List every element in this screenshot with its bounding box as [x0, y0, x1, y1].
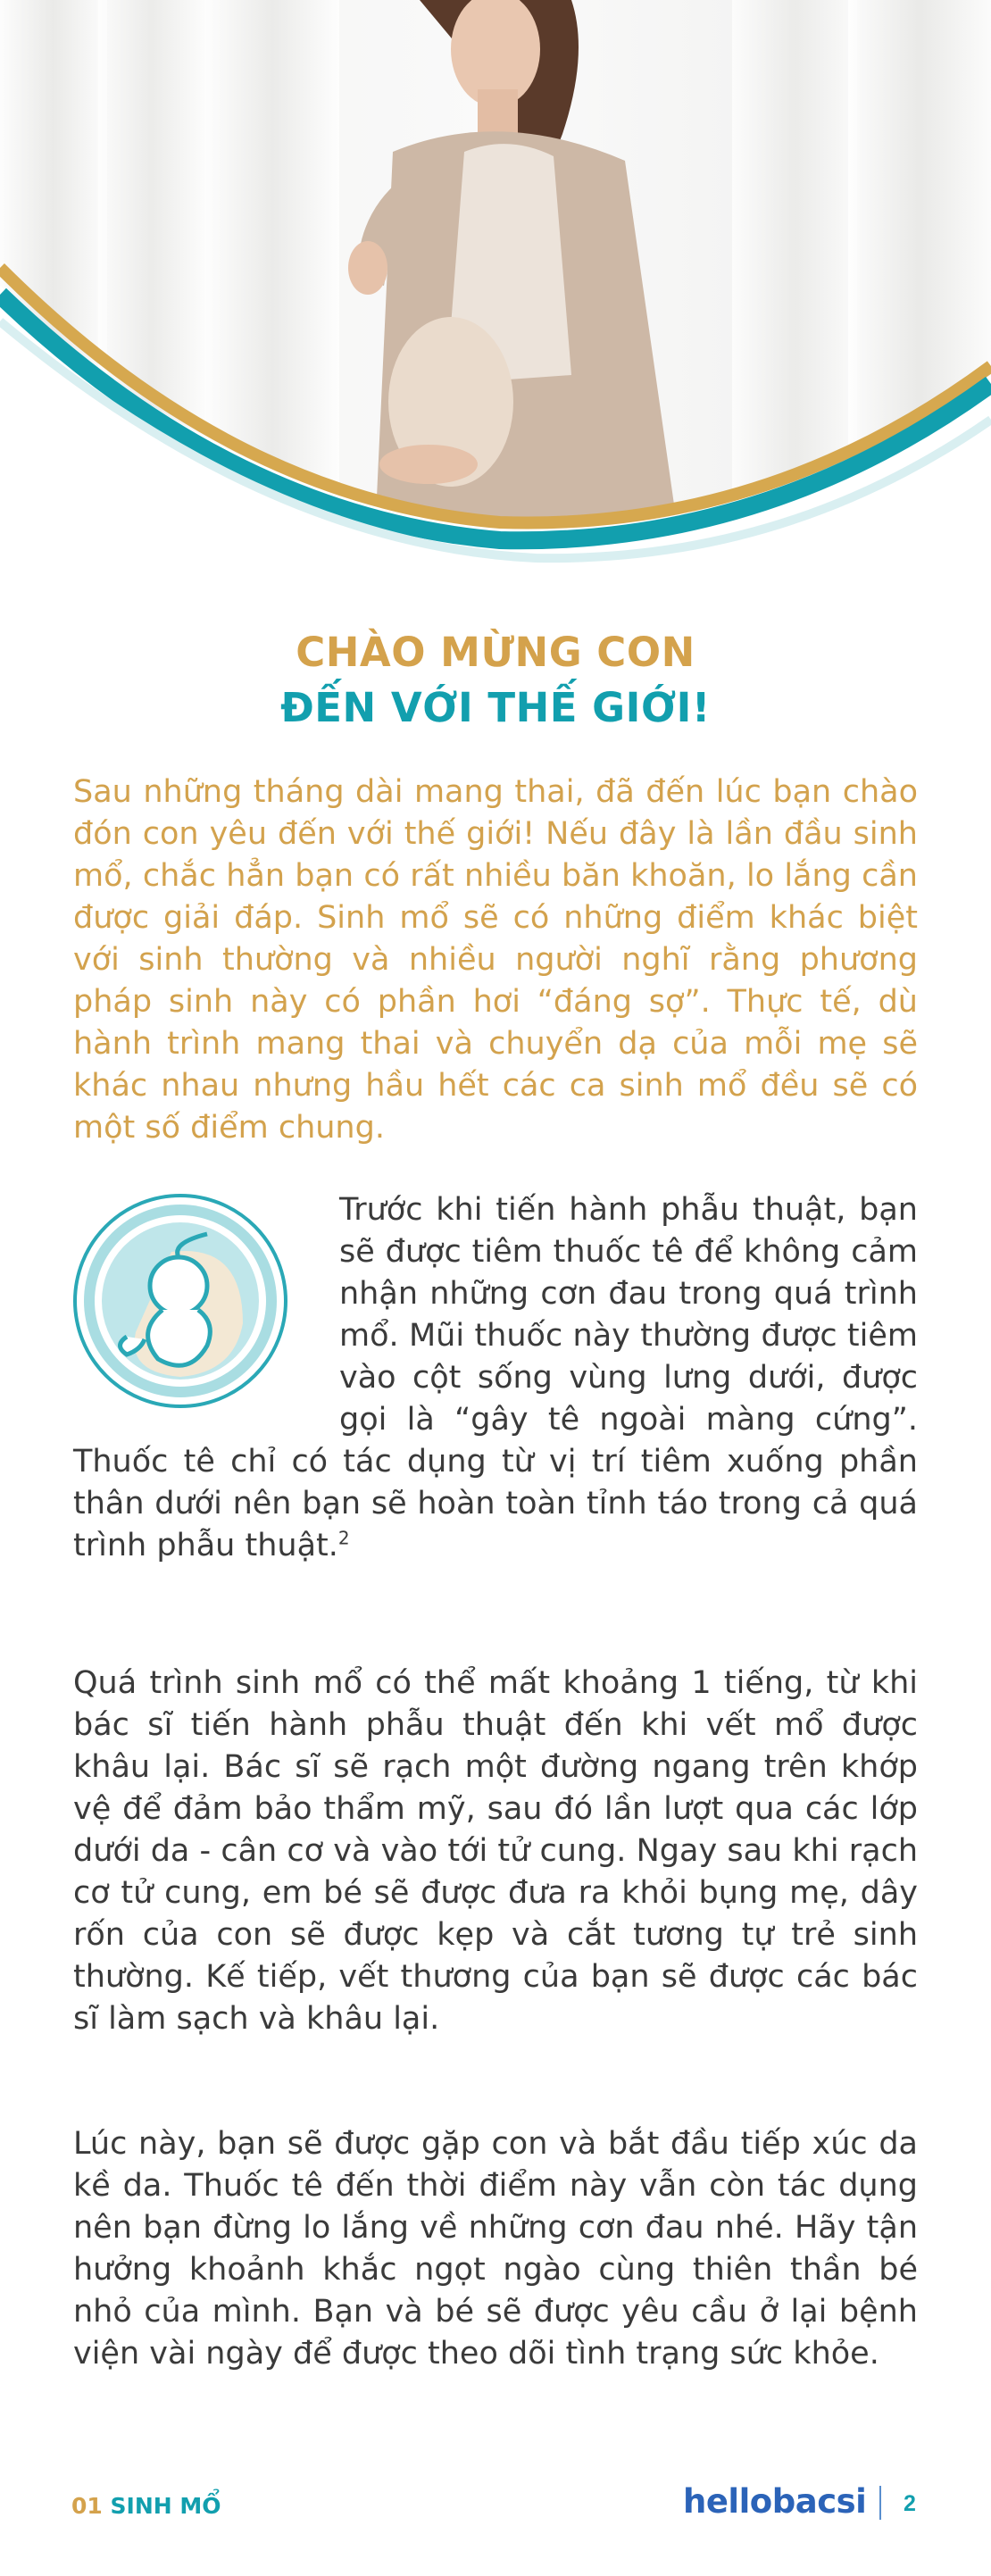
- chapter-number: 01: [71, 2493, 103, 2519]
- hero-illustration: [0, 0, 991, 589]
- chapter-label: [71, 2493, 221, 2519]
- logo-part-hello: hello: [683, 2482, 772, 2521]
- chapter-name: SINH MỔ: [110, 2493, 221, 2519]
- paragraph-anesthesia: [73, 1189, 918, 1567]
- paragraph-procedure: Quá trình sinh mổ có thể mất khoảng 1 tiếng, từ khi bác sĩ tiến hành phẫu thuật đến khi vết mổ được khâu lại. Bác sĩ sẽ rạch một đường ngang trên khớp vệ để đảm bảo thẩm mỹ, sau đó lần lượt qua các lớp dưới da - cân cơ và vào tới tử cung. Ngay sau khi rạch cơ tử cung, em bé sẽ được đưa ra khỏi bụng mẹ, dây rốn của con sẽ được kẹp và cắt tương tự trẻ sinh thường. Kế tiếp, vết thương của bạn sẽ được các bác sĩ làm sạch và khâu lại.: [73, 1665, 918, 2037]
- fetus-icon: [73, 1189, 314, 1421]
- paragraph-skin-contact: Lúc này, bạn sẽ được gặp con và bắt đầu tiếp xúc da kề da. Thuốc tê đến thời điểm này vẫn còn tác dụng nên bạn đừng lo lắng về những cơn đau nhé. Hãy tận hưởng khoảnh khắc ngọt ngào cùng thiên thần bé nhỏ của mình. Bạn và bé sẽ được yêu cầu ở lại bệnh viện vài ngày để được theo dõi tình trạng sức khỏe.: [73, 2126, 918, 2372]
- page-title: [0, 625, 991, 736]
- logo-part-bacsi: bacsi: [771, 2482, 867, 2521]
- intro-paragraph: Sau những tháng dài mang thai, đã đến lúc bạn chào đón con yêu đến với thế giới! Nếu đây là lần đầu sinh mổ, chắc hẳn bạn có rất nhiều băn khoăn, lo lắng cần được giải đáp. Sinh mổ sẽ có những điểm khác biệt với sinh thường và nhiều người nghĩ rằng phương pháp sinh này có phần hơi “đáng sợ”. Thực tế, dù hành trình mang thai và chuyển dạ của mỗi mẹ sẽ khác nhau nhưng hầu hết các ca sinh mổ đều sẽ có một số điểm chung.: [73, 774, 918, 1146]
- footer-divider: [879, 2486, 881, 2520]
- title-line-1: CHÀO MỪNG CON: [296, 629, 695, 676]
- paragraph-anesthesia-text: Trước khi tiến hành phẫu thuật, bạn sẽ được tiêm thuốc tê để không cảm nhận những cơn đau trong quá trình mổ. Mũi thuốc này thường được tiêm vào cột sống vùng lưng dưới, được gọi là “gây tê ngoài màng cứng”. Thuốc tê chỉ có tác dụng từ vị trí tiêm xuống phần thân dưới nên bạn sẽ hoàn toàn tỉnh táo trong cả quá trình phẫu thuật.: [73, 1192, 918, 1563]
- footnote-marker: 2: [337, 1527, 350, 1549]
- page-footer: [0, 2482, 991, 2527]
- page-number: 2: [904, 2491, 916, 2516]
- title-line-2: ĐẾN VỚI THẾ GIỚI!: [280, 684, 711, 731]
- hero-banner: [0, 0, 991, 589]
- hellobacsi-logo: [683, 2482, 866, 2521]
